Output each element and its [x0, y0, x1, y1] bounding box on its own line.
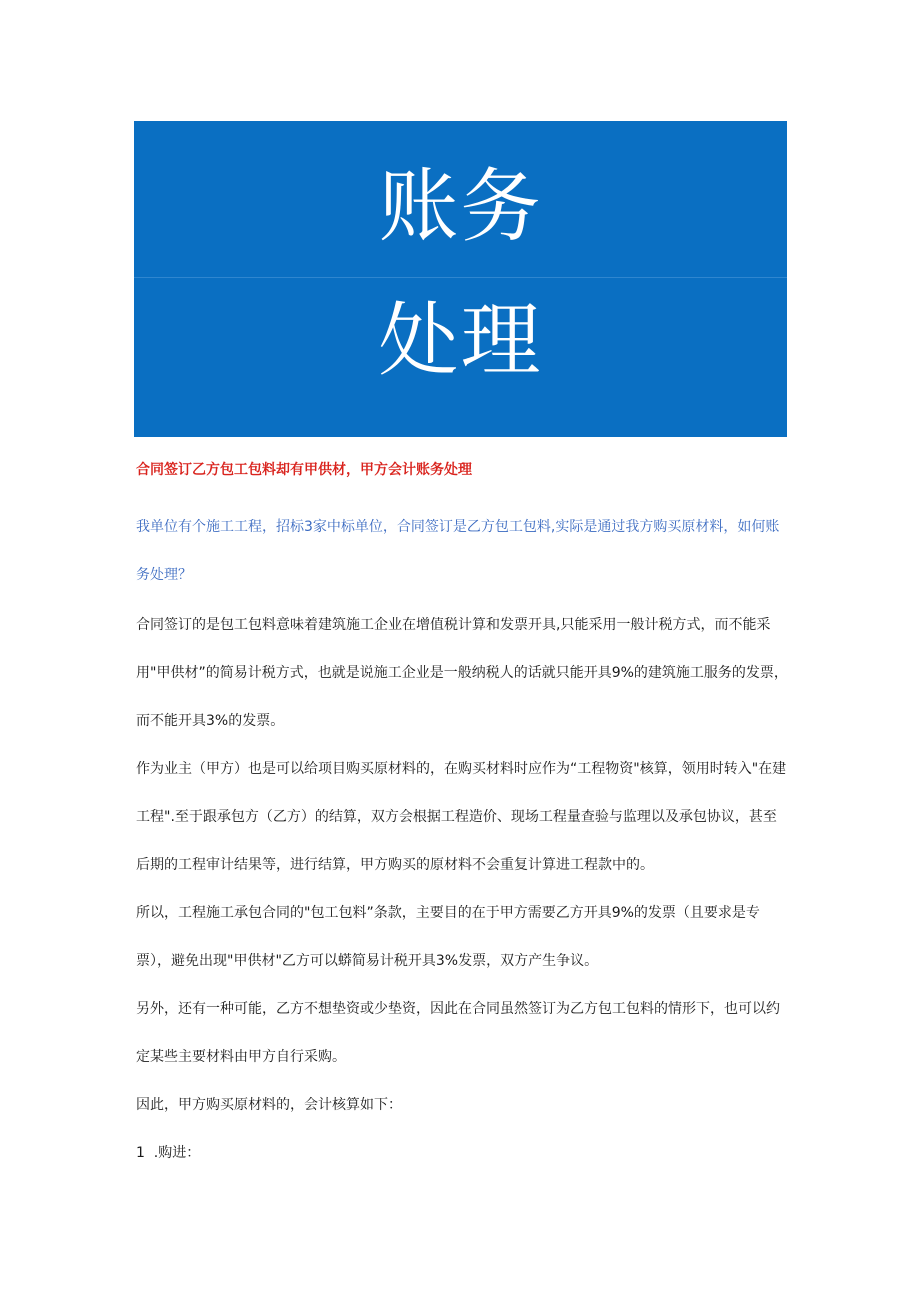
title-banner	[134, 121, 787, 437]
article-question: 我单位有个施工工程，招标3家中标单位，合同签订是乙方包工包料,实际是通过我方购买原材料，如何账务处理？	[136, 519, 780, 583]
banner-title-line-1: 账务	[378, 160, 543, 253]
paragraph: 另外，还有一种可能，乙方不想垫资或少垫资，因此在合同虽然签订为乙方包工包料的情形下，也可以约定某些主要材料由甲方自行采购。	[136, 1001, 780, 1065]
paragraph: 作为业主（甲方）也是可以给项目购买原材料的，在购买材料时应作为“工程物资"核算，领用时转入"在建工程".至于跟承包方（乙方）的结算，双方会根据工程造价、现场工程量查验与监理以及承包协议，甚至后期的工程审计结果等，进行结算，甲方购买的原材料不会重复计算进工程款中的。	[136, 761, 787, 873]
article-title: 合同签订乙方包工包料却有甲供材，甲方会计账务处理	[136, 462, 472, 478]
paragraph: 所以，工程施工承包合同的"包工包料”条款，主要目的在于甲方需要乙方开具9%的发票（且要求是专票），避免出现"甲供材"乙方可以蟒简易计税开具3%发票，双方产生争议。	[136, 905, 760, 969]
banner-divider	[134, 277, 787, 278]
list-item: 1 .购进：	[136, 1145, 201, 1161]
banner-title-line-2: 处理	[378, 294, 543, 387]
paragraph: 因此，甲方购买原材料的，会计核算如下：	[136, 1097, 402, 1113]
article-body	[136, 455, 788, 1177]
paragraph: 合同签订的是包工包料意味着建筑施工企业在增值税计算和发票开具,只能采用一般计税方式，而不能采用"甲供材”的简易计税方式，也就是说施工企业是一般纳税人的话就只能开具9%的建筑施工服务的发票，而不能开具3%的发票。	[136, 617, 788, 729]
